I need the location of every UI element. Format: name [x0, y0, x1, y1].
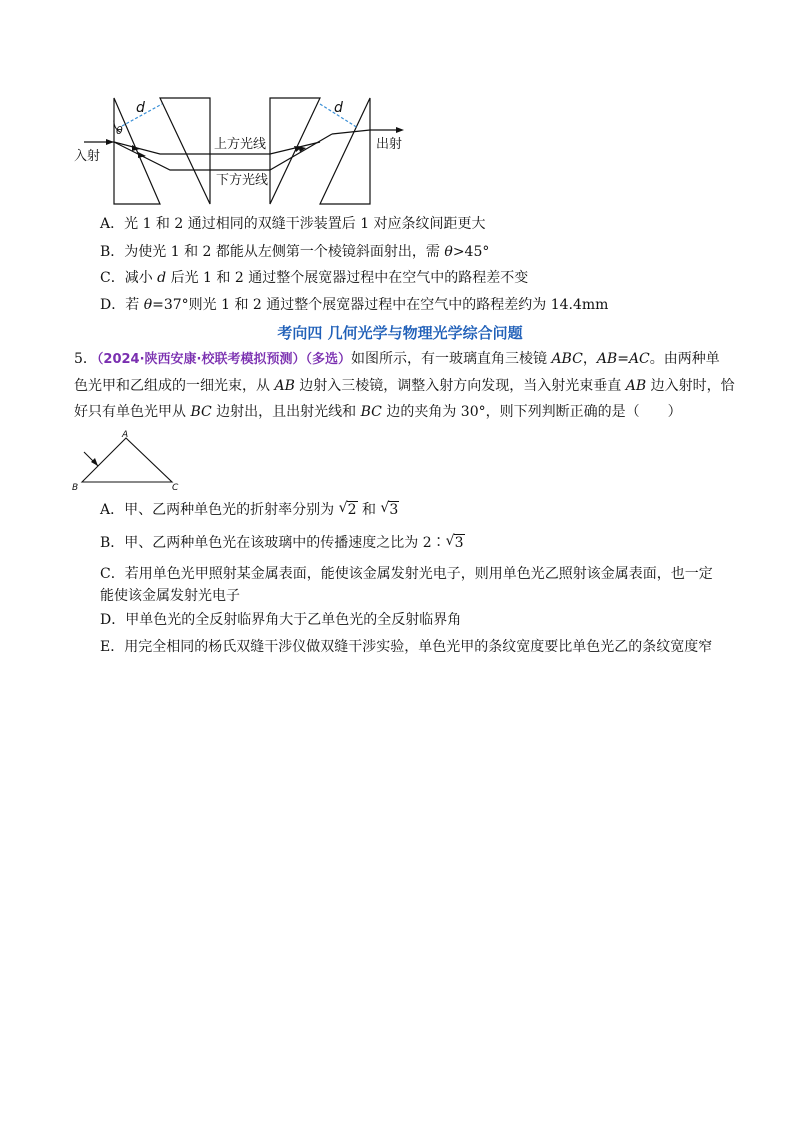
sqrt-3: √ 3: [380, 500, 399, 518]
q4-option-d: D．若 θ=37°则光 1 和 2 通过整个展宽器过程中在空气中的路程差约为 14.4mm: [100, 297, 609, 313]
q5-line-2: 色光甲和乙组成的一细光束，从 AB 边射入三棱镜，调整入射方向发现，当入射光束垂直 AB 边入射时，恰: [74, 378, 735, 394]
theta-label: θ: [116, 124, 123, 137]
exit-label: 出射: [376, 137, 403, 152]
q5-stem: [74, 346, 754, 425]
section-title: 考向四 几何光学与物理光学综合问题: [277, 324, 523, 342]
q4-option-a: A．光 1 和 2 通过相同的双缝干涉装置后 1 对应条纹间距更大: [100, 216, 486, 232]
q4-option-c: C．减小 d 后光 1 和 2 通过整个展宽器过程中在空气中的路程差不变: [100, 270, 529, 286]
q4-option-b: B．为使光 1 和 2 都能从左侧第一个棱镜斜面射出，需 θ>45°: [100, 244, 490, 260]
prism-stretcher-diagram: [70, 94, 410, 206]
vertex-a: A: [122, 430, 129, 440]
incident-label: 入射: [74, 149, 101, 164]
q5-line-1: 5．（2024·陕西安康·校联考模拟预测）（多选）如图所示，有一玻璃直角三棱镜 ABC，AB=AC。由两种单: [74, 351, 720, 367]
vertex-c: C: [172, 483, 179, 493]
q5-line-3: 好只有单色光甲从 BC 边射出，且出射光线和 BC 边的夹角为 30°，则下列判断正确的是（ ）: [74, 404, 682, 420]
prism-4: [320, 98, 370, 204]
prism-2: [160, 98, 210, 204]
triangle-prism-diagram: [68, 428, 188, 496]
d-label-right: d: [334, 100, 343, 116]
q5-option-c-cont: 能使该金属发射光电子: [100, 588, 240, 604]
sqrt-2: √ 2: [338, 500, 357, 518]
q5-option-c: C．若用单色光甲照射某金属表面，能使该金属发射光电子，则用单色光乙照射该金属表面，也一定: [100, 566, 713, 582]
sqrt-3-b: √ 3: [445, 533, 464, 551]
q5-option-a: A．甲、乙两种单色光的折射率分别为 √ 2 和 √ 3: [100, 500, 399, 518]
upper-ray-label: 上方光线: [214, 137, 267, 152]
vertex-b: B: [72, 483, 79, 493]
lower-ray-label: 下方光线: [216, 173, 269, 188]
q5-option-b: B．甲、乙两种单色光在该玻璃中的传播速度之比为 2∶ √ 3: [100, 533, 464, 551]
q5-option-d: D．甲单色光的全反射临界角大于乙单色光的全反射临界角: [100, 612, 462, 628]
q5-option-e: E．用完全相同的杨氏双缝干涉仪做双缝干涉实验，单色光甲的条纹宽度要比单色光乙的条纹宽度窄: [100, 639, 713, 655]
prism-3: [270, 98, 320, 204]
d-label-left: d: [136, 100, 145, 116]
